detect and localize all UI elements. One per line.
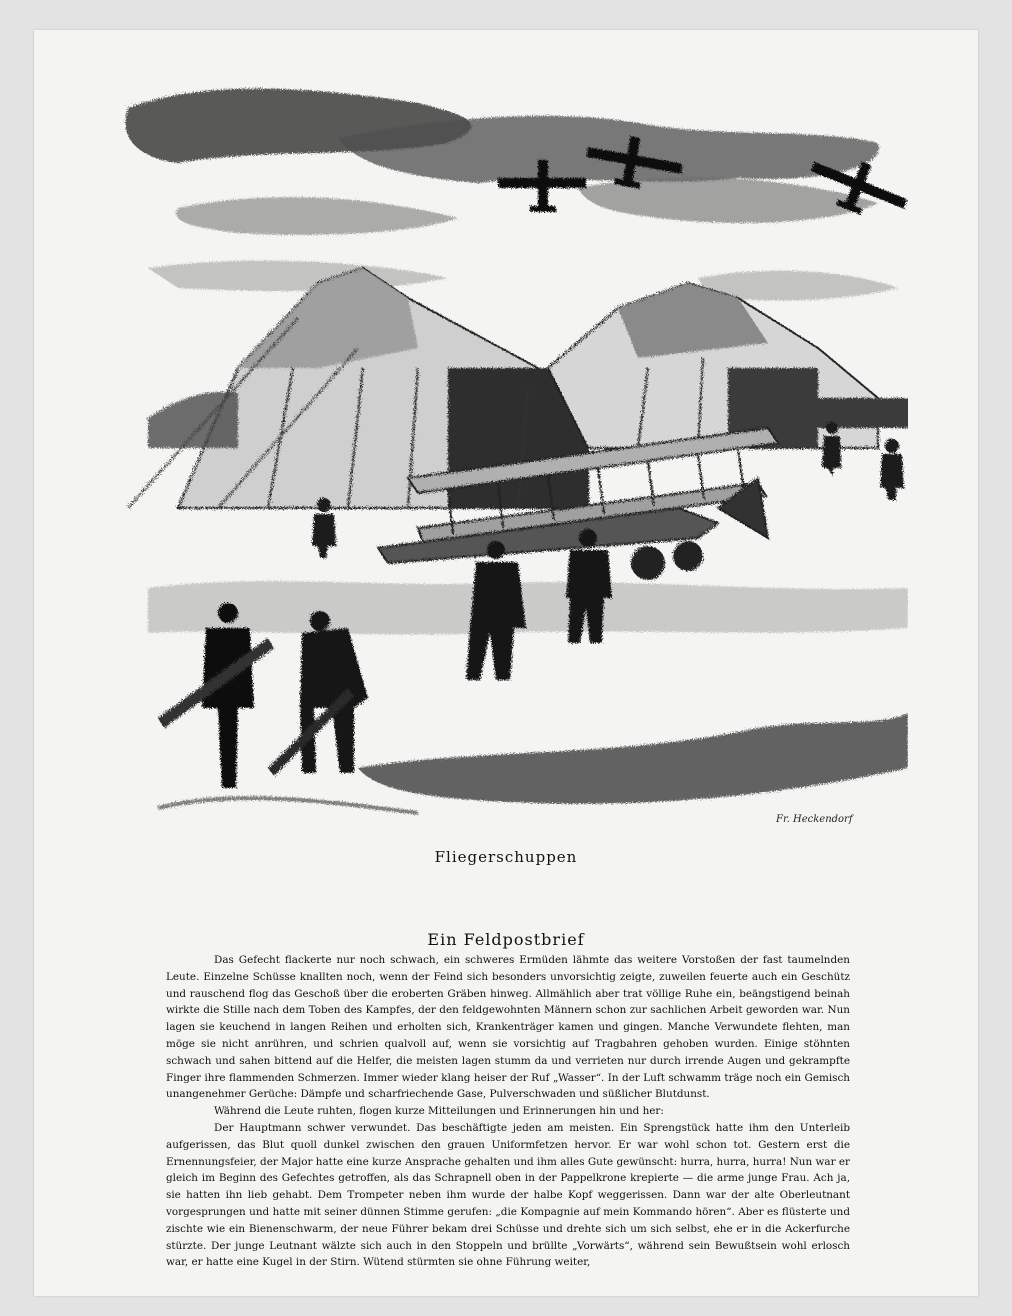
page-sheet — [34, 30, 978, 1296]
article-paragraph: Der Hauptmann schwer verwundet. Das beschäftigte jeden am meisten. Ein Sprengstück hatte ihm den Unterleib aufgerissen, das Blut quoll dunkel zwischen den grauen Uniformfetzen hervor. Er war wohl schon tot. Gestern erst die Ernennungsfeier, der Major hatte eine kurze Ansprache gehalten und ihm alles Gute gewünscht: hurra, hurra, hurra! Nun war er gleich im Beginn des Gefechtes getroffen, als das Schrapnell oben in der Pappelkrone krepierte — die arme junge Frau. Ach ja, sie hatten ihn lieb gehabt. Dem Trompeter neben ihm wurde der halbe Kopf weggerissen. Dann war der alte Oberleutnant vorgesprungen und hatte mit seiner dünnen Stimme gerufen: „die Kompagnie auf mein Kommando hören“. Aber es flüsterte und zischte wie ein Bienenschwarm, der neue Führer bekam drei Schüsse und drehte sich um sich selbst, ehe er in die Ackerfurche stürzte. Der junge Leutnant wälzte sich auch in den Stoppeln und brüllte „Vorwärts“, während sein Bewußtsein wohl erlosch war, er hatte eine Kugel in der Stirn. Wütend stürmten sie ohne Führung weiter, — [166, 1121, 850, 1269]
artist-signature: Fr. Heckendorf — [776, 814, 853, 825]
article-paragraph: Während die Leute ruhten, flogen kurze Mitteilungen und Erinnerungen hin und her: — [214, 1105, 664, 1118]
soldier-figure — [268, 611, 368, 776]
article-paragraph: Das Gefecht flackerte nur noch schwach, ein schweres Ermüden lähmte das weitere Vorstoßen der fast taumelnden Leute. Einzelne Schüsse knallten noch, wenn der Feind sich besonders unvorsichtig zeigte, zuweilen feuerte auch ein Geschütz und rauschend flog das Geschoß über die eroberten Gräben hinweg. Allmählich aber trat völlige Ruhe ein, beängstigend beinah wirkte die Stille nach dem Toben des Kampfes, der den feldgewohnten Männern schon zur sachlichen Arbeit geworden war. Nun lagen sie keuchend in langen Reihen und erholten sich, Krankenträger kamen und gingen. Manche Verwundete flehten, man möge sie nicht anrühren, und schrien qualvoll auf, wenn sie vorsichtig auf Tragbahren gehoben wurden. Einige stöhnten schwach und sahen bittend auf die Helfer, die meisten lagen stumm da und verrieten nur durch irrende Augen und gekrampfte Finger ihre flammenden Schmerzen. Immer wieder klang heiser der Ruf „Wasser“. In der Luft schwamm träge noch ein Gemisch unangenehmer Gerüche: Dämpfe und scharfriechende Gase, Pulverschwaden und süßlicher Blutdunst. — [166, 954, 850, 1101]
cloud-dark — [338, 116, 879, 183]
article-body — [166, 952, 850, 1271]
lithograph-illustration — [118, 68, 908, 838]
soldier-figure — [880, 439, 904, 500]
illustration-caption: Fliegerschuppen — [434, 848, 578, 866]
cloud-light — [148, 261, 448, 291]
article-title: Ein Feldpostbrief — [427, 930, 585, 949]
soldier-figure — [466, 541, 526, 680]
ground-shadow — [148, 581, 908, 634]
cloud-light — [176, 197, 458, 235]
ground-shadow — [358, 713, 908, 804]
